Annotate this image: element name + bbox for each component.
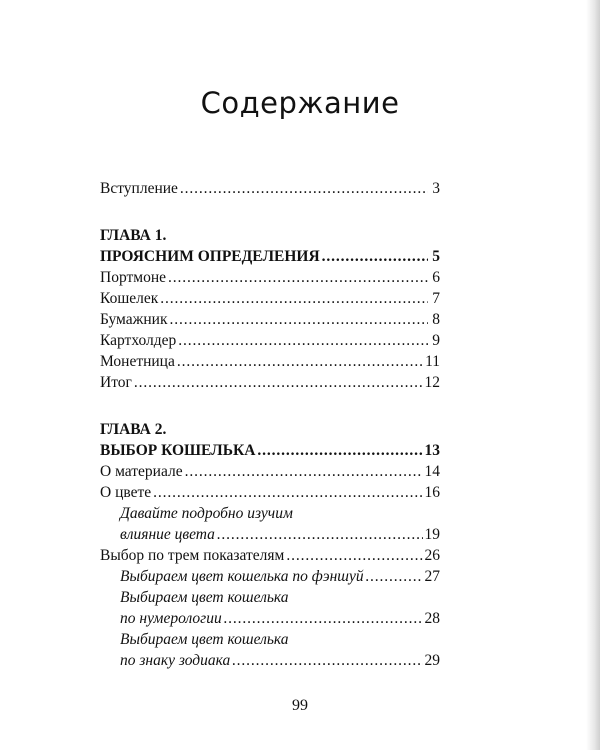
dot-leader: [257, 440, 422, 461]
dot-leader: [322, 246, 428, 267]
toc-entry-label: Выбор по трем показателям: [100, 547, 285, 564]
toc-entry[interactable]: [100, 482, 440, 503]
toc-entry-label: Кошелек: [100, 290, 159, 307]
dot-leader: [160, 288, 428, 309]
toc-entry-label: О материале: [100, 463, 183, 480]
toc-entry-page: 28: [424, 610, 440, 627]
toc-entry-chapter-2[interactable]: [100, 440, 440, 461]
dot-leader: [232, 650, 422, 671]
toc-entry-page: 6: [432, 269, 440, 286]
toc-entry-page: 7: [432, 290, 440, 307]
toc-entry-page: 26: [424, 547, 440, 564]
toc-subentry-line: Выбираем цвет кошелька: [120, 631, 289, 648]
dot-leader: [185, 461, 423, 482]
dot-leader: [153, 482, 422, 503]
toc-entry-page: 19: [424, 526, 440, 543]
toc-entry[interactable]: [100, 288, 440, 309]
dot-leader: [217, 524, 423, 545]
toc-entry-intro[interactable]: [100, 178, 440, 199]
dot-leader: [134, 372, 423, 393]
toc-subentry[interactable]: [100, 524, 440, 545]
toc-entry-label: Бумажник: [100, 311, 168, 328]
toc-entry-label: по знаку зодиака: [120, 652, 231, 669]
toc-subentry[interactable]: [100, 566, 440, 587]
toc-entry-label: Выбираем цвет кошелька по фэншуй: [120, 568, 364, 585]
table-of-contents: [100, 178, 440, 671]
dot-leader: [286, 545, 422, 566]
toc-entry[interactable]: [100, 461, 440, 482]
toc-entry-label: ПРОЯСНИМ ОПРЕДЕЛЕНИЯ: [100, 248, 320, 265]
toc-entry-page: 3: [432, 180, 440, 197]
toc-entry-page: 8: [432, 311, 440, 328]
chapter-1-number: ГЛАВА 1.: [100, 227, 167, 244]
toc-entry[interactable]: [100, 330, 440, 351]
toc-subentry[interactable]: [100, 608, 440, 629]
page-title: Содержание: [200, 86, 400, 120]
toc-entry[interactable]: [100, 372, 440, 393]
dot-leader: [169, 309, 428, 330]
toc-entry-page: 5: [432, 248, 440, 265]
dot-leader: [366, 566, 423, 587]
toc-entry-label: Итог: [100, 374, 132, 391]
toc-entry-label: Вступление: [100, 180, 178, 197]
toc-entry-label: Монетница: [100, 353, 175, 370]
toc-entry-chapter-1[interactable]: [100, 246, 440, 267]
toc-entry-page: 11: [425, 353, 440, 370]
toc-subentry[interactable]: [100, 650, 440, 671]
toc-entry[interactable]: [100, 267, 440, 288]
toc-entry-page: 29: [424, 652, 440, 669]
toc-entry-page: 27: [424, 568, 440, 585]
toc-entry-page: 12: [424, 374, 440, 391]
toc-entry-page: 16: [424, 484, 440, 501]
dot-leader: [178, 330, 428, 351]
toc-subentry-line: Давайте подробно изучим: [120, 505, 293, 522]
dot-leader: [224, 608, 423, 629]
toc-entry-page: 14: [424, 463, 440, 480]
toc-entry[interactable]: [100, 351, 440, 372]
toc-entry-label: по нумерологии: [120, 610, 222, 627]
toc-entry-label: влияние цвета: [120, 526, 215, 543]
dot-leader: [177, 351, 423, 372]
page-number: 99: [292, 697, 308, 714]
dot-leader: [168, 267, 428, 288]
chapter-2-number: ГЛАВА 2.: [100, 421, 167, 438]
toc-entry[interactable]: [100, 309, 440, 330]
toc-subentry-line: Выбираем цвет кошелька: [120, 589, 289, 606]
toc-entry-page: 13: [424, 442, 440, 459]
toc-entry-label: ВЫБОР КОШЕЛЬКА: [100, 442, 256, 459]
toc-entry-label: Портмоне: [100, 269, 166, 286]
toc-entry-label: О цвете: [100, 484, 152, 501]
toc-entry-page: 9: [432, 332, 440, 349]
toc-entry-label: Картхолдер: [100, 332, 177, 349]
dot-leader: [180, 178, 428, 199]
toc-entry[interactable]: [100, 545, 440, 566]
